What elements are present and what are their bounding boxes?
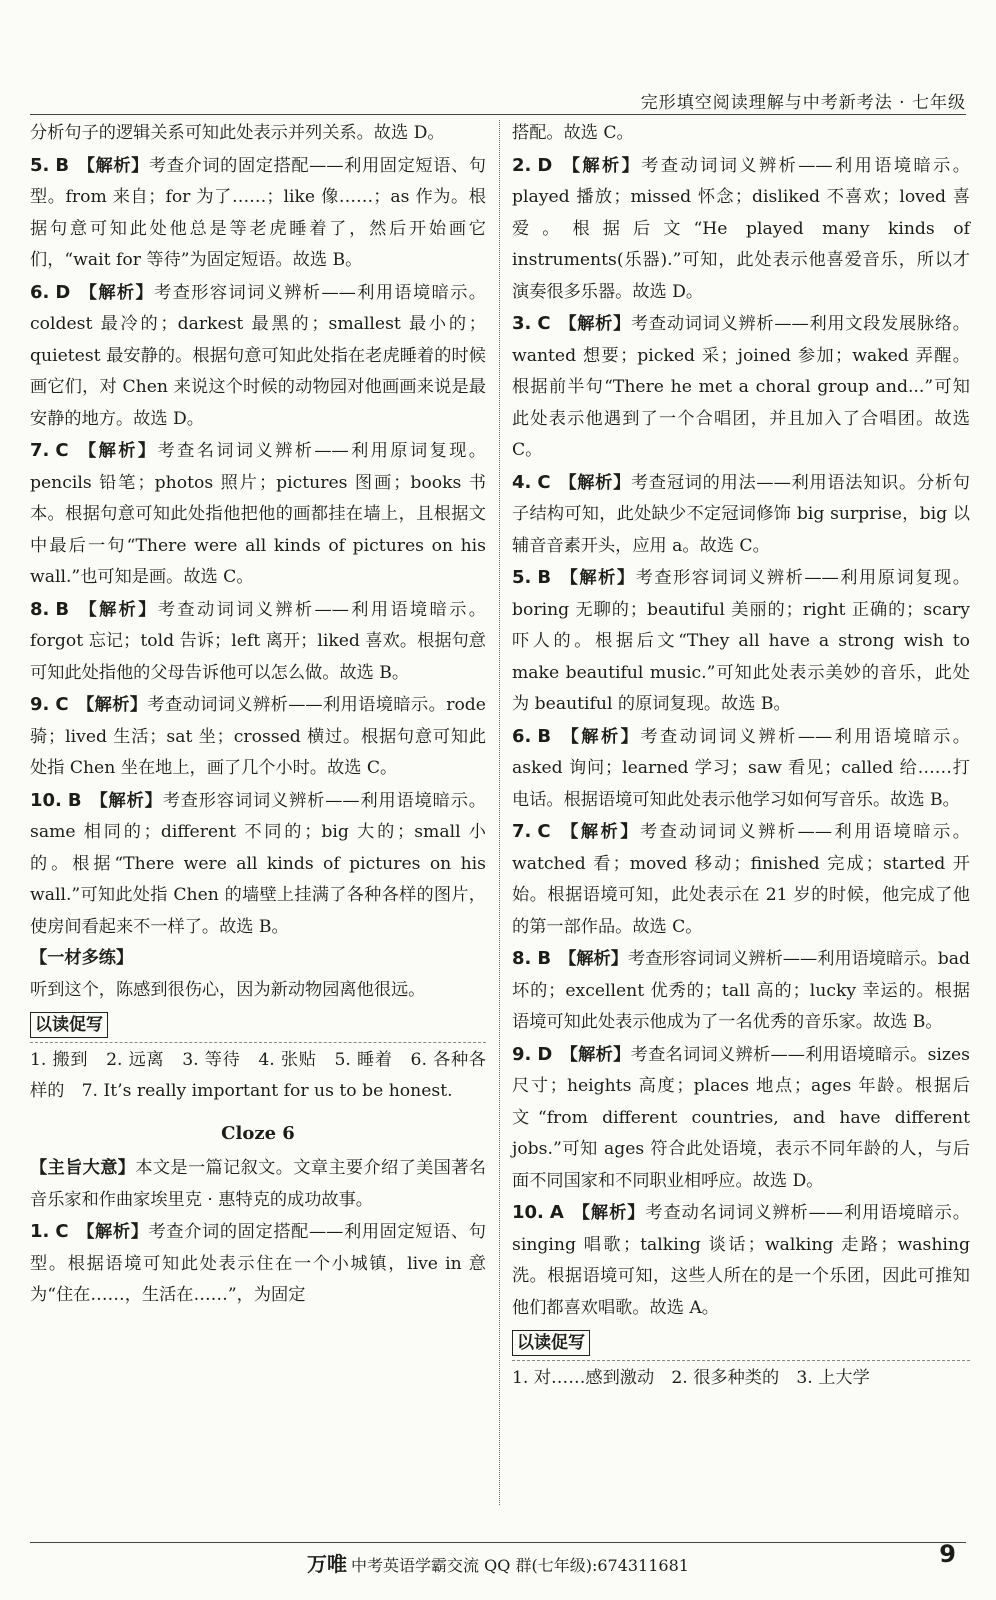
- item-text: 考查名词词义辨析——利用语境暗示。sizes 尺寸；heights 高度；places 地点；ages 年龄。根据后文“from different countries, and have different jobs.”可知 ages 符合此处语境，表示不同年龄的人，与后面不同国家和不同职业相呼应。故选 D。: [512, 1044, 970, 1191]
- item-answer: B: [55, 154, 70, 176]
- item-text: 考查介词的固定搭配——利用固定短语、句型。根据语境可知此处表示住在一个小城镇，live in 意为“住在……，生活在……”，为固定: [30, 1222, 486, 1305]
- analysis-tag: 【解析】: [77, 599, 158, 620]
- item-answer: B: [537, 567, 552, 588]
- yicai-label: 【一材多练】: [30, 948, 134, 968]
- answer-item: [512, 1039, 970, 1198]
- cloze-title: Cloze 6: [221, 1122, 295, 1144]
- item-text: 考查动名词词义辨析——利用语境暗示。singing 唱歌；talking 谈话；walking 走路；washing 洗。根据语境可知，这些人所在的是一个乐团，因此可推知他们都喜欢唱歌。故选 A。: [512, 1203, 970, 1318]
- analysis-tag: 【解析】: [559, 568, 636, 588]
- right-column: [512, 118, 970, 1394]
- item-number: 7.: [30, 440, 50, 461]
- item-answer: C: [537, 821, 551, 842]
- item-answer: D: [55, 281, 71, 303]
- yidu-cuxie-label: 以读促写: [512, 1330, 590, 1356]
- section-header: [512, 1324, 970, 1361]
- item-number: 3.: [512, 313, 532, 334]
- answer-item: [512, 118, 970, 150]
- item-answer: C: [537, 313, 551, 334]
- item-number: 10.: [512, 1202, 544, 1223]
- footer: [0, 1548, 996, 1577]
- analysis-tag: 【解析】: [76, 441, 158, 461]
- main-idea-label: 【主旨大意】: [30, 1158, 136, 1178]
- main-idea-text: 本文是一篇记叙文。文章主要介绍了美国著名音乐家和作曲家埃里克 · 惠特克的成功故事。: [30, 1158, 486, 1210]
- header-rule: [30, 114, 966, 115]
- item-text: 考查动词词义辨析——利用文段发展脉络。wanted 想要；picked 采；joined 参加；waked 弄醒。根据前半句“There he met a choral group and...”可知此处表示他遇到了一个合唱团，并且加入了合唱团。故选 C。: [512, 314, 970, 460]
- item-text: 考查形容词词义辨析——利用语境暗示。same 相同的；different 不同的；big 大的；small 小的。根据“There were all kinds of pictures on his wall.”可知此处指 Chen 的墙壁上挂满了各种各样的图片，使房间看起来不一样了。故选 B。: [30, 790, 486, 937]
- item-text: 考查形容词词义辨析——利用语境暗示。coldest 最冷的；darkest 最黑的；smallest 最小的；quietest 最安静的。根据句意可知此处指在老虎睡着的时候画它们，对 Chen 来说这个时候的动物园对他画画来说是最安静的地方。故选 D。: [30, 282, 486, 429]
- item-text: 考查动词词义辨析——利用语境暗示。watched 看；moved 移动；finished 完成；started 开始。根据语境可知，此处表示在 21 岁的时候，他完成了他的第一部作品。故选 C。: [512, 822, 970, 937]
- analysis-tag: 【解析】: [76, 695, 148, 715]
- item-text: 考查动词词义辨析——利用语境暗示。forgot 忘记；told 告诉；left 离开；liked 喜欢。根据句意可知此处指他的父母告诉他可以怎么做。故选 B。: [30, 599, 486, 683]
- item-answer: B: [537, 948, 552, 969]
- item-text: 考查形容词词义辨析——利用原词复现。boring 无聊的；beautiful 美丽的；right 正确的；scary 吓人的。根据后文“They all have a strong wish to make beautiful music.”可知此处表示美妙的音乐，此处为 beautiful 的原词复现。故选 B。: [512, 568, 970, 714]
- answer-item: [512, 562, 970, 721]
- footer-brand: 万唯: [307, 1552, 348, 1576]
- answer-item: [512, 721, 970, 817]
- item-number: 5.: [512, 567, 532, 588]
- yidu-cuxie-answers: 1. 搬到 2. 远离 3. 等待 4. 张贴 5. 睡着 6. 各种各样的 7. It’s really important for us to be honest.: [30, 1049, 486, 1101]
- answer-item: [30, 785, 486, 944]
- answer-item: [512, 467, 970, 563]
- analysis-tag: 【解析】: [560, 155, 642, 176]
- analysis-tag: 【解析】: [76, 1222, 149, 1242]
- item-number: 6.: [30, 281, 50, 303]
- item-answer: B: [67, 789, 82, 811]
- item-text: 考查介词的固定搭配——利用固定短语、句型。from 来自；for 为了……；like 像……；as 作为。根据句意可知此处他总是等老虎睡着了，然后开始画它们，“wait for 等待”为固定短语。故选 B。: [30, 155, 486, 270]
- analysis-tag: 【解析】: [559, 949, 628, 969]
- answer-item: [512, 150, 970, 309]
- item-text: 考查冠词的用法——利用语法知识。分析句子结构可知，此处缺少不定冠词修饰 big surprise，big 以辅音音素开头，应用 a。故选 C。: [512, 472, 970, 556]
- column-divider: [499, 120, 500, 1505]
- item-answer: B: [55, 598, 70, 620]
- analysis-tag: 【解析】: [78, 282, 155, 303]
- item-answer: C: [55, 1221, 69, 1242]
- answer-item: [30, 435, 486, 594]
- analysis-tag: 【解析】: [571, 1203, 646, 1223]
- item-text: 考查动词词义辨析——利用语境暗示。played 播放；missed 怀念；disliked 不喜欢；loved 喜爱。根据后文“He played many kinds of instruments(乐器).”可知，此处表示他喜爱音乐，所以才演奏很多乐器。故选 D。: [512, 155, 970, 302]
- item-text: 考查动词词义辨析——利用语境暗示。asked 询问；learned 学习；saw 看见；called 给……打电话。根据语境可知此处表示他学习如何写音乐。故选 B。: [512, 726, 970, 810]
- running-header: 完形填空阅读理解与中考新考法 · 七年级: [640, 93, 966, 113]
- answer-item: [30, 594, 486, 690]
- item-text: 考查动词词义辨析——利用语境暗示。rode 骑；lived 生活；sat 坐；crossed 横过。根据句意可知此处指 Chen 坐在地上，画了几个小时。故选 C。: [30, 695, 486, 778]
- item-text: 考查形容词词义辨析——利用语境暗示。bad 坏的；excellent 优秀的；tall 高的；lucky 幸运的。根据语境可知此处表示他成为了一名优秀的音乐家。故选 B。: [512, 949, 970, 1032]
- item-number: 1.: [30, 1221, 50, 1242]
- analysis-tag: 【解析】: [558, 822, 640, 842]
- footer-rule: [30, 1542, 966, 1543]
- answer-item: [512, 1197, 970, 1324]
- section-header: [30, 1006, 486, 1043]
- item-answer: C: [55, 440, 69, 461]
- left-column: [30, 118, 486, 1312]
- item-number: 4.: [512, 471, 532, 493]
- yicai-duolian: [30, 943, 486, 1006]
- analysis-tag: 【解析】: [89, 790, 163, 811]
- analysis-tag: 【解析】: [77, 155, 149, 176]
- page-number: 9: [939, 1540, 956, 1568]
- item-answer: A: [549, 1202, 564, 1223]
- item-number: 9.: [30, 694, 50, 715]
- item-answer: C: [537, 471, 551, 493]
- item-number: 2.: [512, 154, 532, 176]
- item-text: 分析句子的逻辑关系可知此处表示并列关系。故选 D。: [30, 123, 445, 143]
- analysis-tag: 【解析】: [558, 472, 631, 493]
- item-number: 10.: [30, 789, 62, 811]
- answer-item: [30, 277, 486, 436]
- answer-item: [30, 150, 486, 277]
- item-answer: D: [537, 154, 553, 176]
- item-number: 8.: [512, 948, 532, 969]
- footer-text: 中考英语学霸交流 QQ 群(七年级):674311681: [351, 1556, 689, 1575]
- item-number: 8.: [30, 598, 50, 620]
- answer-item: [30, 1216, 486, 1312]
- item-number: 9.: [512, 1043, 532, 1065]
- analysis-tag: 【解析】: [560, 1044, 631, 1065]
- yidu-cuxie-answers: 1. 对……感到激动 2. 很多种类的 3. 上大学: [512, 1367, 870, 1388]
- answer-item: [30, 118, 486, 150]
- answer-item: [30, 689, 486, 785]
- item-answer: B: [537, 725, 552, 747]
- analysis-tag: 【解析】: [558, 314, 631, 334]
- answer-item: [512, 308, 970, 467]
- item-text: 搭配。故选 C。: [512, 123, 634, 143]
- answer-item: [512, 816, 970, 943]
- analysis-tag: 【解析】: [559, 726, 641, 747]
- item-text: 考查名词词义辨析——利用原词复现。pencils 铅笔；photos 照片；pictures 图画；books 书本。根据句意可知此处指他把他的画都挂在墙上，且根据文中最后一句“There were all kinds of pictures on his wall.”也可知是画。故选 C。: [30, 441, 486, 587]
- yicai-text: 听到这个，陈感到很伤心，因为新动物园离他很远。: [30, 979, 426, 1000]
- answer-item: [512, 943, 970, 1039]
- main-idea: [30, 1153, 486, 1216]
- item-number: 6.: [512, 725, 532, 747]
- yidu-cuxie-label: 以读促写: [30, 1012, 108, 1038]
- item-number: 7.: [512, 821, 532, 842]
- item-number: 5.: [30, 154, 50, 176]
- item-answer: D: [537, 1043, 553, 1065]
- item-answer: C: [55, 694, 69, 715]
